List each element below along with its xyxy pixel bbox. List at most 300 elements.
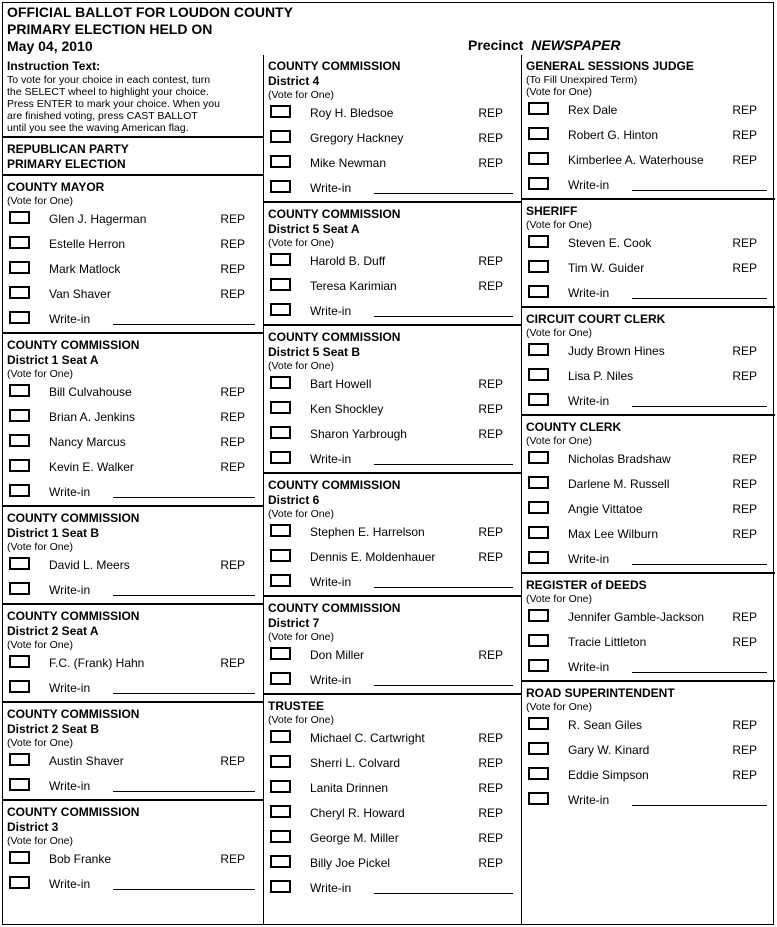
party-election: PRIMARY ELECTION [7,157,126,171]
ballot-title: OFFICIAL BALLOT FOR LOUDON COUNTY [7,4,293,20]
write-in-row[interactable] [268,876,517,901]
candidate-row[interactable] [526,630,771,655]
candidate-party: REP [732,635,757,649]
vote-checkbox[interactable] [9,655,30,668]
party-name: REPUBLICAN PARTY [7,142,129,156]
write-in-row[interactable] [7,676,259,701]
candidate-row[interactable] [268,126,517,151]
candidate-name: George M. Miller [310,831,399,845]
candidate-row[interactable] [268,801,517,826]
candidate-row[interactable] [268,422,517,447]
candidate-name: Teresa Karimian [310,279,397,293]
candidate-party: REP [220,262,245,276]
contest-title: COUNTY CLERK [526,420,622,434]
candidate-name: Darlene M. Russell [568,477,670,491]
vote-checkbox[interactable] [270,780,291,793]
candidate-name: Steven E. Cook [568,236,652,250]
candidate-party: REP [478,806,503,820]
vote-checkbox[interactable] [528,102,549,115]
vote-checkbox[interactable] [270,574,291,587]
candidate-row[interactable] [526,123,771,148]
write-in-label: Write-in [310,673,352,687]
vote-checkbox[interactable] [270,253,291,266]
vote-checkbox[interactable] [9,434,30,447]
candidate-name: R. Sean Giles [568,718,643,732]
write-in-line[interactable] [632,564,767,565]
write-in-label: Write-in [49,583,91,597]
precinct-value: NEWSPAPER [531,37,621,53]
candidate-row[interactable] [526,98,771,123]
write-in-line[interactable] [632,805,767,806]
candidate-party: REP [732,610,757,624]
instruction-line: To vote for your choice in each contest, turn [7,74,211,86]
vote-instruction: (Vote for One) [526,593,592,605]
election-title: PRIMARY ELECTION HELD ON [7,21,213,37]
vote-checkbox[interactable] [9,261,30,274]
candidate-name: Brian A. Jenkins [49,410,136,424]
vote-checkbox[interactable] [270,647,291,660]
candidate-row[interactable] [526,522,771,547]
candidate-name: Don Miller [310,648,365,662]
contest [522,55,775,200]
candidate-name: Rex Dale [568,103,618,117]
vote-checkbox[interactable] [270,180,291,193]
write-in-line[interactable] [632,298,767,299]
contest-title: COUNTY COMMISSION [7,511,140,525]
vote-checkbox[interactable] [9,484,30,497]
vote-checkbox[interactable] [528,717,549,730]
vote-checkbox[interactable] [528,368,549,381]
vote-checkbox[interactable] [9,582,30,595]
vote-checkbox[interactable] [270,376,291,389]
candidate-party: REP [478,254,503,268]
instructions-title: Instruction Text: [7,59,101,73]
contest [522,416,775,574]
write-in-row[interactable] [7,774,259,799]
vote-checkbox[interactable] [528,285,549,298]
write-in-row[interactable] [268,668,517,693]
write-in-line[interactable] [374,893,513,894]
candidate-row[interactable] [526,231,771,256]
contest-title: COUNTY COMMISSION [7,707,140,721]
candidate-name: Michael C. Cartwright [310,731,425,745]
candidate-name: Gary W. Kinard [568,743,650,757]
vote-checkbox[interactable] [528,792,549,805]
candidate-name: Tracie Littleton [568,635,647,649]
write-in-row[interactable] [7,578,259,603]
contest-title: CIRCUIT COURT CLERK [526,312,666,326]
vote-checkbox[interactable] [528,609,549,622]
contest-title: COUNTY COMMISSION [7,609,140,623]
vote-checkbox[interactable] [270,524,291,537]
write-in-row[interactable] [526,173,771,198]
candidate-row[interactable] [7,455,259,480]
candidate-name: Lisa P. Niles [568,369,634,383]
vote-instruction: (Vote for One) [7,835,73,847]
vote-checkbox[interactable] [9,286,30,299]
candidate-name: Robert G. Hinton [568,128,659,142]
vote-instruction: (Vote for One) [268,714,334,726]
candidate-party: REP [220,237,245,251]
candidate-row[interactable] [526,148,771,173]
write-in-label: Write-in [568,793,610,807]
write-in-row[interactable] [7,307,259,332]
vote-checkbox[interactable] [528,235,549,248]
contest-title: SHERIFF [526,204,578,218]
write-in-line[interactable] [374,464,513,465]
write-in-row[interactable] [526,788,771,813]
candidate-party: REP [732,768,757,782]
write-in-label: Write-in [310,452,352,466]
vote-instruction: (Vote for One) [526,327,592,339]
candidate-name: David L. Meers [49,558,130,572]
instruction-line: are finished voting, press CAST BALLOT [7,110,198,122]
vote-checkbox[interactable] [270,451,291,464]
instruction-line: the SELECT wheel to highlight your choice. [7,86,209,98]
candidate-row[interactable] [7,430,259,455]
vote-checkbox[interactable] [528,476,549,489]
write-in-line[interactable] [374,587,513,588]
candidate-row[interactable] [268,151,517,176]
vote-checkbox[interactable] [270,730,291,743]
candidate-row[interactable] [526,738,771,763]
vote-checkbox[interactable] [9,753,30,766]
precinct-label: Precinct [468,37,524,53]
candidate-name: Roy H. Bledsoe [310,106,394,120]
ballot-column-middle [263,55,521,924]
vote-instruction: (Vote for One) [526,701,592,713]
contest-title: COUNTY COMMISSION [268,59,401,73]
candidate-party: REP [220,385,245,399]
candidate-row[interactable] [526,713,771,738]
vote-checkbox[interactable] [270,755,291,768]
vote-checkbox[interactable] [270,805,291,818]
candidate-party: REP [478,131,503,145]
candidate-row[interactable] [268,776,517,801]
vote-checkbox[interactable] [528,152,549,165]
write-in-line[interactable] [113,889,255,890]
candidate-name: Bill Culvahouse [49,385,132,399]
contest-district: District 5 Seat B [268,345,361,359]
write-in-row[interactable] [526,281,771,306]
write-in-row[interactable] [526,389,771,414]
vote-checkbox[interactable] [9,778,30,791]
write-in-line[interactable] [632,672,767,673]
candidate-name: Austin Shaver [49,754,124,768]
vote-checkbox[interactable] [9,680,30,693]
candidate-party: REP [220,212,245,226]
candidate-name: Max Lee Wilburn [568,527,659,541]
candidate-party: REP [478,756,503,770]
candidate-row[interactable] [268,520,517,545]
candidate-row[interactable] [7,405,259,430]
contest-district: District 3 [7,820,59,834]
vote-checkbox[interactable] [9,851,30,864]
vote-checkbox[interactable] [528,177,549,190]
candidate-party: REP [220,410,245,424]
instruction-line: Press ENTER to mark your choice. When you [7,98,220,110]
instructions [3,55,263,138]
candidate-party: REP [478,427,503,441]
contest-title: REGISTER of DEEDS [526,578,647,592]
candidate-row[interactable] [526,605,771,630]
candidate-name: Stephen E. Harrelson [310,525,425,539]
write-in-label: Write-in [568,660,610,674]
vote-checkbox[interactable] [270,426,291,439]
vote-instruction: (Vote for One) [7,737,73,749]
candidate-row[interactable] [7,651,259,676]
candidate-row[interactable] [526,447,771,472]
candidate-name: Eddie Simpson [568,768,649,782]
vote-checkbox[interactable] [9,236,30,249]
vote-instruction: (Vote for One) [268,631,334,643]
candidate-party: REP [220,460,245,474]
write-in-label: Write-in [310,181,352,195]
vote-instruction: (Vote for One) [7,541,73,553]
candidate-row[interactable] [7,553,259,578]
candidate-row[interactable] [268,274,517,299]
write-in-line[interactable] [374,193,513,194]
candidate-name: Harold B. Duff [310,254,386,268]
candidate-row[interactable] [268,101,517,126]
ballot-column-left [3,55,263,924]
vote-checkbox[interactable] [528,551,549,564]
write-in-label: Write-in [310,881,352,895]
contest [3,801,263,897]
ballot [2,2,774,925]
candidate-party: REP [732,743,757,757]
write-in-label: Write-in [49,877,91,891]
write-in-row[interactable] [526,547,771,572]
vote-checkbox[interactable] [270,672,291,685]
write-in-row[interactable] [268,570,517,595]
contest-district: District 1 Seat A [7,353,99,367]
contest-district: District 4 [268,74,320,88]
vote-checkbox[interactable] [528,260,549,273]
write-in-row[interactable] [7,872,259,897]
candidate-row[interactable] [526,256,771,281]
candidate-party: REP [220,852,245,866]
candidate-name: F.C. (Frank) Hahn [49,656,145,670]
candidate-row[interactable] [7,380,259,405]
write-in-line[interactable] [374,316,513,317]
vote-instruction: (Vote for One) [7,368,73,380]
write-in-row[interactable] [526,655,771,680]
candidate-row[interactable] [526,339,771,364]
vote-checkbox[interactable] [528,343,549,356]
vote-checkbox[interactable] [528,659,549,672]
vote-checkbox[interactable] [270,303,291,316]
write-in-line[interactable] [113,497,255,498]
candidate-row[interactable] [526,472,771,497]
candidate-party: REP [220,656,245,670]
candidate-row[interactable] [7,207,259,232]
write-in-line[interactable] [113,791,255,792]
candidate-party: REP [478,156,503,170]
write-in-line[interactable] [632,190,767,191]
write-in-row[interactable] [7,480,259,505]
contest-title: COUNTY COMMISSION [7,338,140,352]
candidate-row[interactable] [7,847,259,872]
candidate-row[interactable] [268,249,517,274]
candidate-party: REP [732,103,757,117]
vote-checkbox[interactable] [528,526,549,539]
contest-title: GENERAL SESSIONS JUDGE [526,59,694,73]
contest [264,203,521,326]
candidate-row[interactable] [7,749,259,774]
vote-checkbox[interactable] [9,384,30,397]
write-in-label: Write-in [568,178,610,192]
candidate-name: Nancy Marcus [49,435,126,449]
candidate-name: Sherri L. Colvard [310,756,401,770]
vote-checkbox[interactable] [9,459,30,472]
contest [3,703,263,801]
write-in-line[interactable] [113,324,255,325]
candidate-party: REP [478,648,503,662]
candidate-row[interactable] [7,257,259,282]
vote-checkbox[interactable] [270,880,291,893]
contest [3,605,263,703]
contest-title: COUNTY MAYOR [7,180,105,194]
election-date: May 04, 2010 [7,38,93,54]
vote-checkbox[interactable] [9,557,30,570]
vote-checkbox[interactable] [270,155,291,168]
candidate-name: Sharon Yarbrough [310,427,407,441]
candidate-name: Tim W. Guider [568,261,645,275]
write-in-label: Write-in [49,312,91,326]
contest-title: COUNTY COMMISSION [268,330,401,344]
contest [3,176,263,334]
write-in-label: Write-in [49,681,91,695]
candidate-name: Lanita Drinnen [310,781,389,795]
vote-checkbox[interactable] [270,130,291,143]
contest-district: District 7 [268,616,320,630]
vote-checkbox[interactable] [9,409,30,422]
contest-title: COUNTY COMMISSION [268,601,401,615]
vote-checkbox[interactable] [270,278,291,291]
candidate-party: REP [478,831,503,845]
contest-title: ROAD SUPERINTENDENT [526,686,675,700]
candidate-party: REP [478,279,503,293]
write-in-label: Write-in [49,779,91,793]
candidate-party: REP [478,550,503,564]
candidate-party: REP [478,731,503,745]
vote-checkbox[interactable] [528,393,549,406]
candidate-name: Judy Brown Hines [568,344,665,358]
contest [522,574,775,682]
write-in-line[interactable] [113,595,255,596]
write-in-line[interactable] [113,693,255,694]
write-in-label: Write-in [568,552,610,566]
candidate-name: Kimberlee A. Waterhouse [568,153,704,167]
candidate-row[interactable] [526,364,771,389]
candidate-party: REP [732,369,757,383]
write-in-row[interactable] [268,176,517,201]
candidate-row[interactable] [268,751,517,776]
vote-instruction: (Vote for One) [7,195,73,207]
write-in-row[interactable] [268,299,517,324]
vote-instruction: (Vote for One) [7,639,73,651]
candidate-party: REP [732,718,757,732]
candidate-name: Bart Howell [310,377,372,391]
candidate-party: REP [478,781,503,795]
candidate-party: REP [220,287,245,301]
vote-checkbox[interactable] [528,634,549,647]
candidate-party: REP [732,153,757,167]
candidate-row[interactable] [526,497,771,522]
candidate-name: Mark Matlock [49,262,121,276]
write-in-line[interactable] [374,685,513,686]
vote-instruction: (Vote for One) [268,508,334,520]
candidate-name: Kevin E. Walker [49,460,134,474]
candidate-name: Mike Newman [310,156,387,170]
candidate-name: Gregory Hackney [310,131,404,145]
candidate-row[interactable] [268,545,517,570]
candidate-row[interactable] [268,643,517,668]
candidate-row[interactable] [7,232,259,257]
candidate-row[interactable] [268,826,517,851]
candidate-party: REP [732,344,757,358]
candidate-name: Estelle Herron [49,237,126,251]
vote-instruction: (Vote for One) [526,219,592,231]
candidate-row[interactable] [268,726,517,751]
write-in-row[interactable] [268,447,517,472]
candidate-row[interactable] [268,372,517,397]
contest [264,695,521,901]
contest-district: District 5 Seat A [268,222,360,236]
candidate-name: Nicholas Bradshaw [568,452,671,466]
vote-instruction: (Vote for One) [268,237,334,249]
contest-district: District 2 Seat B [7,722,100,736]
vote-checkbox[interactable] [270,855,291,868]
vote-checkbox[interactable] [9,311,30,324]
vote-checkbox[interactable] [270,401,291,414]
candidate-row[interactable] [7,282,259,307]
party-heading [3,138,263,176]
vote-checkbox[interactable] [9,876,30,889]
instruction-line: until you see the waving American flag. [7,122,189,134]
vote-checkbox[interactable] [528,742,549,755]
candidate-name: Jennifer Gamble-Jackson [568,610,705,624]
candidate-row[interactable] [268,397,517,422]
candidate-party: REP [732,236,757,250]
contest-district: District 2 Seat A [7,624,99,638]
candidate-party: REP [732,452,757,466]
contest [264,55,521,203]
vote-checkbox[interactable] [270,830,291,843]
vote-checkbox[interactable] [528,501,549,514]
candidate-name: Ken Shockley [310,402,384,416]
vote-checkbox[interactable] [528,451,549,464]
vote-checkbox[interactable] [270,549,291,562]
candidate-party: REP [478,377,503,391]
candidate-party: REP [732,502,757,516]
candidate-party: REP [478,402,503,416]
candidate-row[interactable] [526,763,771,788]
candidate-name: Billy Joe Pickel [310,856,391,870]
ballot-column-right [521,55,775,924]
vote-checkbox[interactable] [9,211,30,224]
vote-checkbox[interactable] [528,127,549,140]
contest [264,326,521,474]
vote-checkbox[interactable] [528,767,549,780]
contest [3,334,263,507]
write-in-line[interactable] [632,406,767,407]
candidate-row[interactable] [268,851,517,876]
contest-title: COUNTY COMMISSION [268,207,401,221]
vote-checkbox[interactable] [270,105,291,118]
write-in-label: Write-in [310,575,352,589]
